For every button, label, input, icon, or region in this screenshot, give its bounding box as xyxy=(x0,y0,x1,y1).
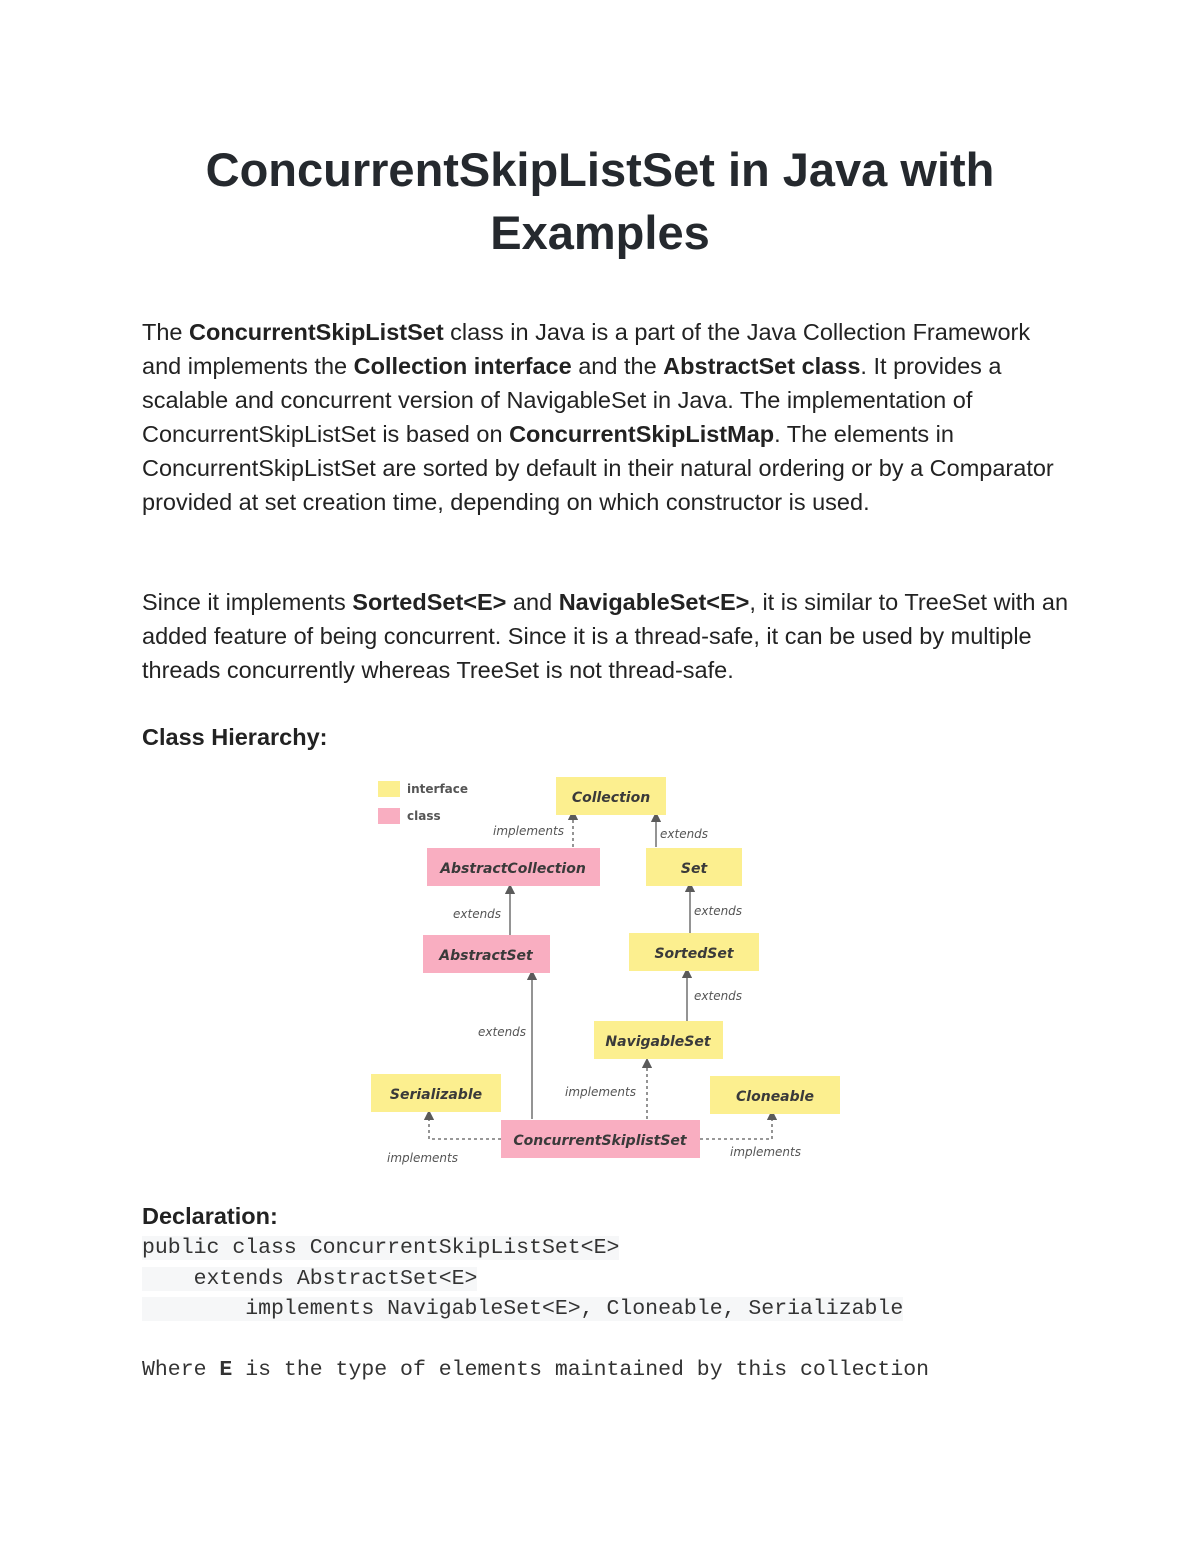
node-set-label: Set xyxy=(680,861,708,877)
legend-interface-label: interface xyxy=(407,782,469,796)
intro-paragraph: The ConcurrentSkipListSet class in Java is a part of the Java Collection Framework and implements the Collection interface and the AbstractSet class. It provides a scalable and concurrent version of NavigableSet in Java. The implementation of ConcurrentSkipListSet is based on ConcurrentSkipListMap. The elements in ConcurrentSkipListSet are sorted by default in their natural ordering or by a Comparator provided at set creation time, depending on which constructor is used. xyxy=(142,319,1054,515)
second-paragraph: Since it implements SortedSet<E> and NavigableSet<E>, it is similar to TreeSet with an added feature of being concurrent. Since it is a thread-safe, it can be used by multiple threads concurrently whereas TreeSet is not thread-safe. xyxy=(142,589,1069,683)
declaration-heading: Declaration: xyxy=(142,1203,278,1229)
edge-label-extends-3: extends xyxy=(694,904,743,918)
node-navigableset-label: NavigableSet xyxy=(605,1034,711,1050)
node-serializable-label: Serializable xyxy=(389,1087,483,1103)
node-collection-label: Collection xyxy=(571,790,651,806)
edge-label-extends-1: extends xyxy=(660,827,709,841)
legend-class-label: class xyxy=(407,809,441,823)
edge-label-implements-2: implements xyxy=(565,1085,636,1099)
edge-skiplist-serializable xyxy=(429,1115,501,1139)
node-concurrentskiplistset-label: ConcurrentSkiplistSet xyxy=(513,1133,687,1149)
edge-label-implements-1: implements xyxy=(493,824,564,838)
code-line-2: extends AbstractSet<E> xyxy=(142,1266,478,1291)
edge-label-extends-5: extends xyxy=(478,1025,527,1039)
page-title: ConcurrentSkipListSet in Java with Examples xyxy=(205,143,995,259)
code-line-1: public class ConcurrentSkipListSet<E> xyxy=(142,1236,620,1260)
legend-class-swatch xyxy=(378,808,400,824)
node-cloneable-label: Cloneable xyxy=(736,1089,814,1105)
node-sortedset-label: SortedSet xyxy=(654,946,734,962)
class-hierarchy-diagram xyxy=(345,765,855,1185)
class-hierarchy-heading: Class Hierarchy: xyxy=(142,724,328,750)
edge-label-extends-4: extends xyxy=(694,989,743,1003)
code-line-3: implements NavigableSet<E>, Cloneable, Serializable xyxy=(142,1297,904,1321)
edge-skiplist-cloneable xyxy=(700,1115,772,1139)
legend-interface-swatch xyxy=(378,781,400,797)
node-abstractset-label: AbstractSet xyxy=(439,948,533,964)
node-abstractcollection-label: AbstractCollection xyxy=(440,861,586,877)
edge-label-implements-3: implements xyxy=(387,1151,458,1165)
edge-label-implements-4: implements xyxy=(730,1145,801,1159)
edge-label-extends-2: extends xyxy=(453,907,502,921)
where-note: Where E is the type of elements maintained by this collection xyxy=(142,1358,930,1382)
declaration-code-block xyxy=(142,1233,903,1325)
